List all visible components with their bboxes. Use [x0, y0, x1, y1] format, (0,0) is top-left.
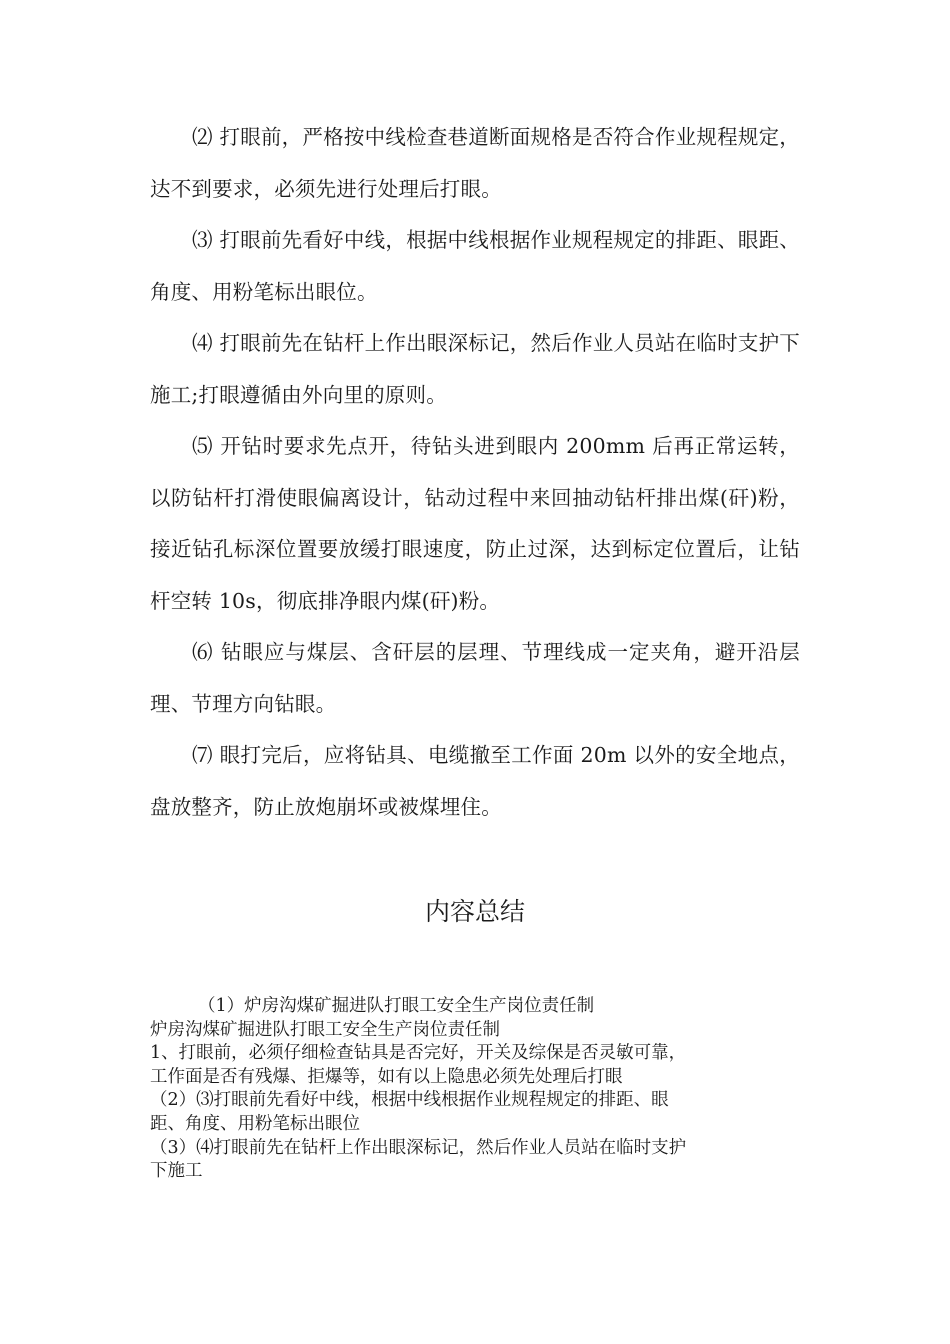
paragraph-5: ⑸ 开钻时要求先点开，待钻头进到眼内 200mm 后再正常运转，以防钻杆打滑使眼偏离设计，钻动过程中来回抽动钻杆排出煤(矸)粉，接近钻孔标深位置要放缓打眼速度，防止过深，达到标定位置后，让钻杆空转 10s，彻底排净眼内煤(矸)粉。: [150, 434, 800, 613]
paragraph-6: ⑹ 钻眼应与煤层、含矸层的层理、节理线成一定夹角，避开沿层理、节理方向钻眼。: [150, 640, 800, 716]
summary-line: 工作面是否有残爆、拒爆等，如有以上隐患必须先处理后打眼: [150, 1066, 623, 1087]
paragraph-2: ⑵ 打眼前，严格按中线检查巷道断面规格是否符合作业规程规定，达不到要求，必须先进行处理后打眼。: [150, 125, 800, 201]
summary-line: 距、角度、用粉笔标出眼位: [150, 1113, 360, 1134]
main-body: [150, 112, 800, 833]
summary-line: 下施工: [150, 1161, 203, 1182]
summary-line: 炉房沟煤矿掘进队打眼工安全生产岗位责任制: [150, 1019, 500, 1040]
paragraph-7: ⑺ 眼打完后，应将钻具、电缆撤至工作面 20m 以外的安全地点，盘放整齐，防止放炮崩坏或被煤埋住。: [150, 743, 800, 819]
paragraph-4: ⑷ 打眼前先在钻杆上作出眼深标记，然后作业人员站在临时支护下施工;打眼遵循由外向里的原则。: [150, 331, 800, 407]
paragraph-3: ⑶ 打眼前先看好中线，根据中线根据作业规程规定的排距、眼距、角度、用粉笔标出眼位。: [150, 228, 800, 304]
summary-line: （3）⑷打眼前先在钻杆上作出眼深标记，然后作业人员站在临时支护: [150, 1137, 687, 1158]
summary-line: （1）炉房沟煤矿掘进队打眼工安全生产岗位责任制: [198, 996, 595, 1016]
summary-line: 1、打眼前，必须仔细检查钻具是否完好，开关及综保是否灵敏可靠，: [150, 1043, 687, 1064]
summary-block: [150, 995, 800, 1184]
summary-line: （2）⑶打眼前先看好中线，根据中线根据作业规程规定的排距、眼: [150, 1090, 669, 1111]
summary-heading: 内容总结: [424, 897, 525, 926]
